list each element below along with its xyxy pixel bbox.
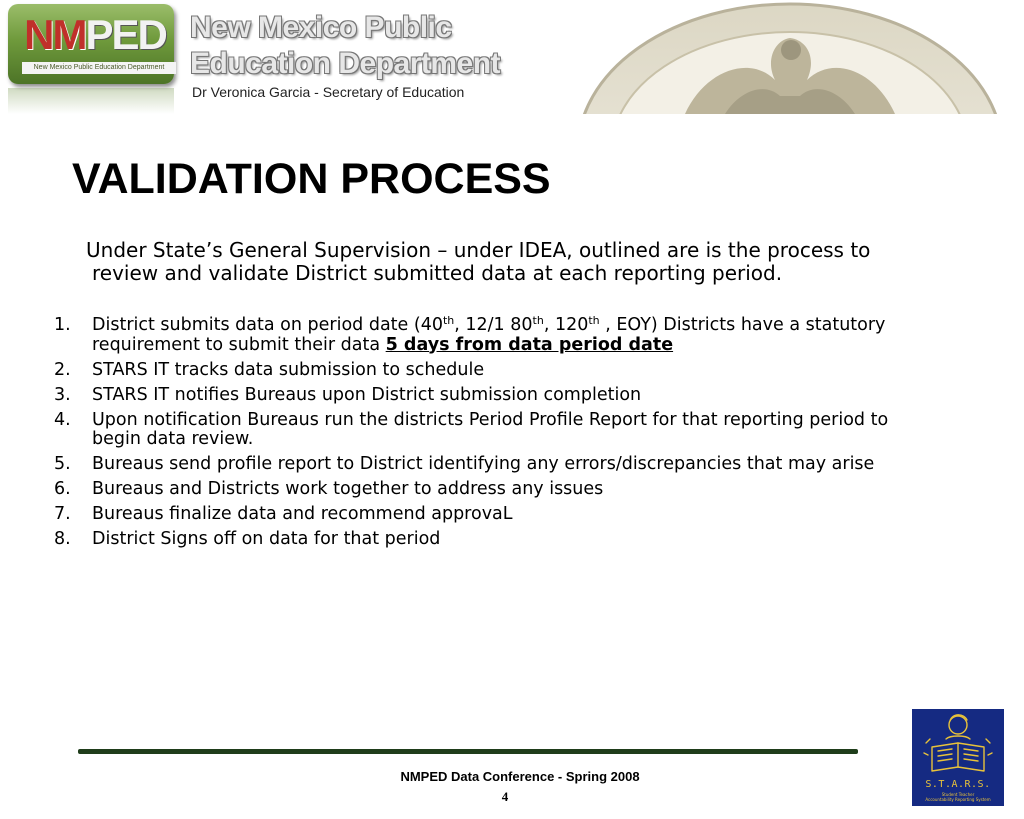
step-number: 2. — [54, 359, 71, 380]
deadline-emphasis: 5 days from data period date — [385, 334, 674, 355]
secretary-line: Dr Veronica Garcia - Secretary of Education — [192, 84, 465, 100]
ordinal-suffix: th — [588, 314, 600, 327]
stars-subtitle-line-2: Accountability Reporting System — [925, 797, 991, 802]
logo-ped: PED — [85, 11, 166, 58]
step-number: 3. — [54, 384, 71, 405]
stars-subtitle — [916, 792, 1000, 802]
department-line-2: Education Department — [190, 47, 501, 80]
stars-label: S.T.A.R.S. — [925, 779, 991, 790]
nmped-logo — [8, 4, 174, 84]
process-steps — [54, 316, 894, 555]
step-number: 4. — [54, 409, 71, 430]
step-text: STARS IT notifies Bureaus upon District submission completion — [92, 384, 642, 405]
ordinal-suffix: th — [442, 314, 455, 327]
logo-reflection — [8, 88, 174, 114]
process-step-4 — [54, 411, 894, 450]
process-step-7 — [54, 505, 894, 525]
process-step-6 — [54, 480, 894, 500]
process-step-2 — [54, 361, 894, 381]
reading-student-icon — [912, 709, 1004, 779]
page-number: 4 — [501, 789, 509, 804]
step-text: Upon notification Bureaus run the districts Period Profile Report for that reporting period to begin data review. — [92, 409, 889, 449]
step-text: District Signs off on data for that period — [92, 529, 441, 549]
state-seal-watermark — [575, 0, 1005, 114]
slide-header — [0, 0, 1024, 114]
department-name — [190, 10, 500, 82]
step-1-text-d: , EOY) Districts have a statutory requirement to submit their data — [92, 315, 886, 355]
step-text: Bureaus send profile report to District identifying any errors/discrepancies that may arise — [92, 454, 875, 474]
ordinal-suffix: th — [532, 314, 544, 327]
process-step-1 — [54, 316, 894, 355]
step-1-text-b: , 12/1 80 — [454, 315, 533, 335]
process-step-5 — [54, 455, 894, 475]
step-number: 8. — [54, 529, 71, 549]
step-number: 1. — [54, 315, 71, 335]
intro-paragraph: Under State’s General Supervision – under IDEA, outlined are is the process to review and validate District submitted data at each reporting period. — [86, 238, 871, 285]
conference-footer: NMPED Data Conference - Spring 2008 — [400, 769, 640, 784]
step-text: Bureaus and Districts work together to address any issues — [92, 479, 604, 499]
step-1-text-a: District submits data on period date (40 — [92, 315, 443, 335]
step-number: 7. — [54, 504, 71, 524]
step-number: 6. — [54, 479, 71, 499]
footer-divider — [78, 749, 858, 754]
stars-logo — [912, 709, 1004, 806]
stars-subtitle-line-1: Student Teacher — [941, 792, 975, 797]
step-1-text-c: , 120 — [543, 315, 589, 335]
step-text: STARS IT tracks data submission to schedule — [92, 359, 485, 380]
department-line-1: New Mexico Public — [190, 11, 452, 44]
step-text: Bureaus finalize data and recommend approvaL — [92, 504, 513, 524]
logo-strip-text: New Mexico Public Education Department — [22, 62, 176, 74]
step-number: 5. — [54, 454, 71, 474]
process-step-3 — [54, 386, 894, 406]
logo-nm: NM — [24, 11, 86, 58]
process-step-8 — [54, 530, 894, 550]
slide-title: VALIDATION PROCESS — [72, 155, 551, 203]
